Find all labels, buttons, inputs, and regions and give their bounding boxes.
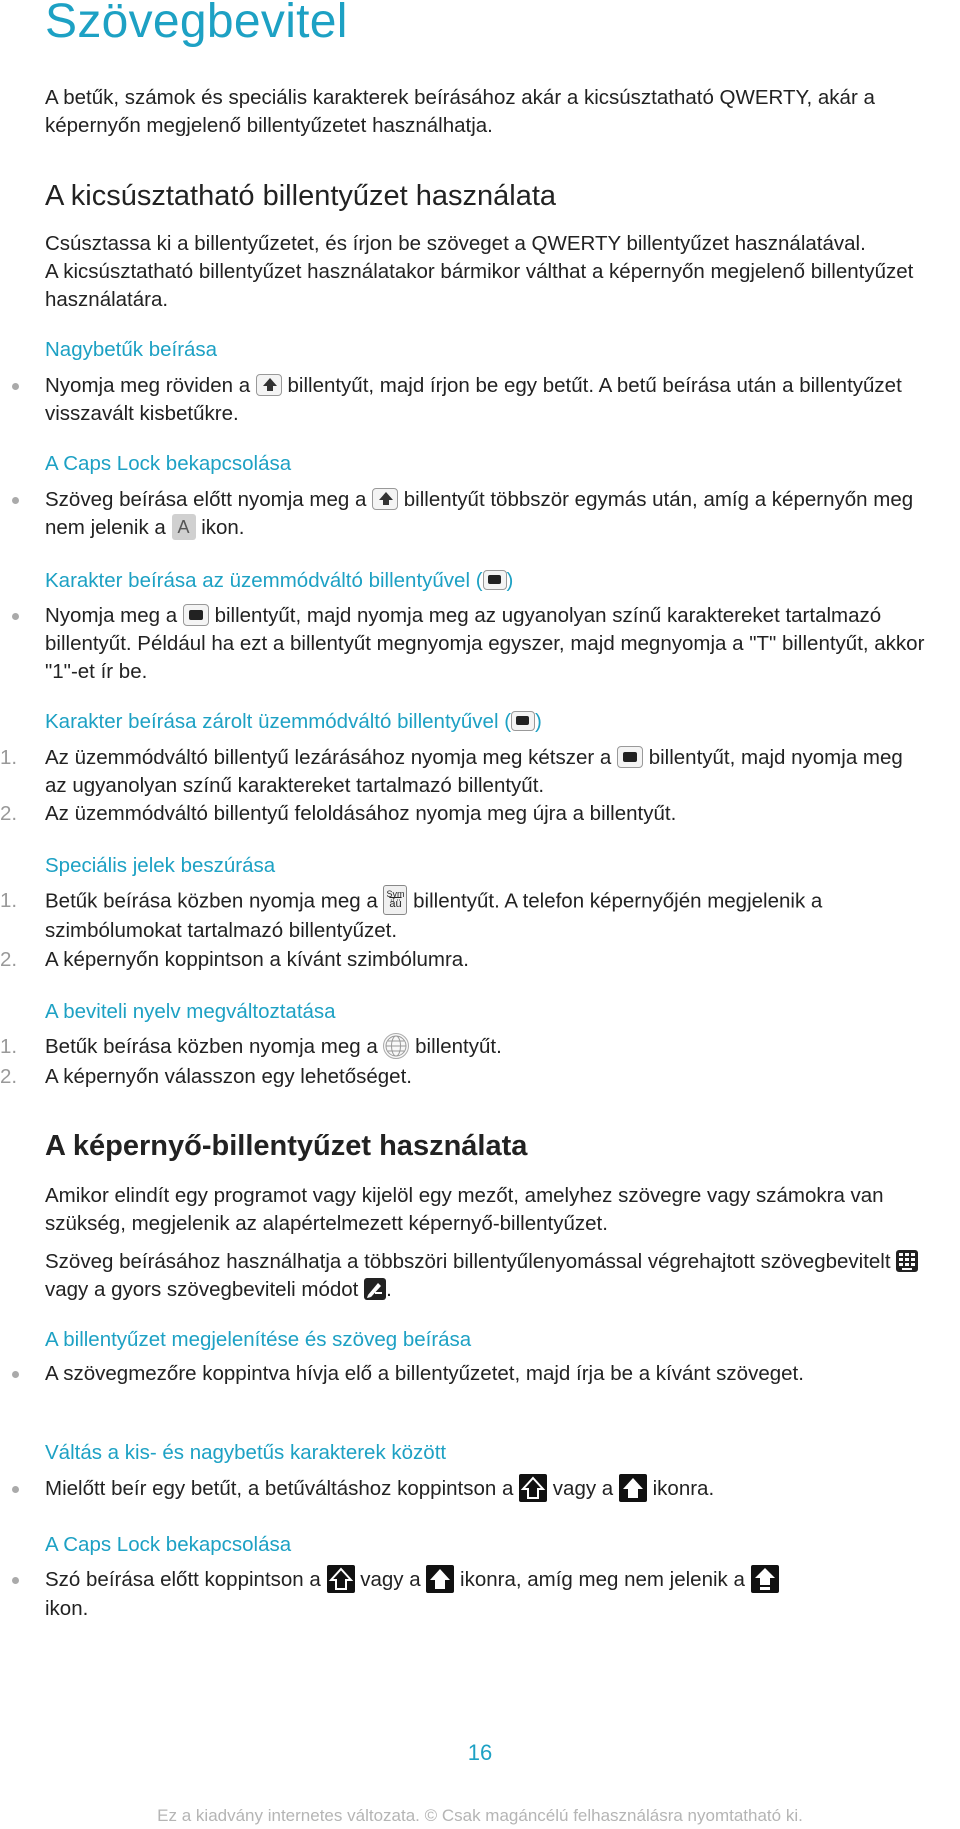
- section-heading-slide-keyboard: A kicsúsztatható billentyűzet használata: [45, 180, 557, 212]
- list-item-switch-case: Mielőtt beír egy betűt, a betűváltáshoz koppintson a vagy a ikonra.: [45, 1475, 925, 1504]
- subheading-show-keyboard: A billentyűzet megjelenítése és szöveg beírása: [45, 1328, 472, 1351]
- bullet-icon: [12, 1486, 19, 1493]
- list-item-special-2: 2. A képernyőn koppintson a kívánt szimbólumra.: [0, 948, 469, 971]
- shift-key-icon: [372, 488, 398, 510]
- subheading-special-chars: Speciális jelek beszúrása: [45, 854, 276, 877]
- section1-line1: Csúsztassa ki a billentyűzetet, és írjon be szöveget a QWERTY billentyűzet használatával.: [45, 232, 866, 255]
- page-title: Szövegbevitel: [45, 0, 348, 48]
- list-item-capslock-2: Szó beírása előtt koppintson a vagy a ikonra, amíg meg nem jelenik a ikon.: [45, 1566, 925, 1623]
- mode-key-icon: [511, 711, 535, 731]
- list-item-language-1: 1. Betűk beírása közben nyomja meg a billentyűt.: [45, 1033, 925, 1061]
- list-item-show-keyboard: A szövegmezőre koppintva hívja elő a billentyűzetet, majd írja be a kívánt szöveget.: [45, 1360, 925, 1388]
- subheading-capslock-2: A Caps Lock bekapcsolása: [45, 1533, 292, 1556]
- bullet-icon: [12, 1371, 19, 1378]
- mode-key-icon: [617, 746, 643, 768]
- list-item-mode-key: Nyomja meg a billentyűt, majd nyomja meg az ugyanolyan színű karaktereket tartalmazó billentyűt. Például ha ezt a billentyűt megnyomja egyszer, majd megnyomja a "T" billentyűt, akkor "1"-et ír be.: [45, 602, 925, 686]
- caps-lock-icon: [751, 1565, 779, 1593]
- footer-note: Ez a kiadvány internetes változata. © Csak magáncélú felhasználásra nyomtatható ki.: [157, 1806, 803, 1825]
- shift-outline-icon: [327, 1565, 355, 1593]
- subheading-mode-key: Karakter beírása az üzemmódváltó billentyűvel ( ): [45, 569, 514, 592]
- shift-outline-icon: [519, 1474, 547, 1502]
- section1-paragraph: [45, 230, 945, 314]
- bullet-icon: [12, 497, 19, 504]
- shift-filled-icon: [426, 1565, 454, 1593]
- multitap-input-icon: [896, 1250, 918, 1272]
- intro-paragraph: A betűk, számok és speciális karakterek beírásához akár a kicsúsztatható QWERTY, akár a képernyőn megjelenő billentyűzetet használhatja.: [45, 86, 875, 137]
- bullet-icon: [12, 1577, 19, 1584]
- list-item-locked-2: 2. Az üzemmódváltó billentyű feloldásához nyomja meg újra a billentyűt.: [0, 802, 677, 825]
- shift-key-icon: [256, 374, 282, 396]
- subheading-capslock-1: A Caps Lock bekapcsolása: [45, 452, 292, 475]
- globe-icon: [383, 1033, 409, 1059]
- page-number: 16: [467, 1740, 493, 1765]
- subheading-locked-mode-key: Karakter beírása zárolt üzemmódváltó billentyűvel ( ): [45, 710, 542, 733]
- section-heading-onscreen-keyboard: A képernyő-billentyűzet használata: [45, 1130, 528, 1162]
- bullet-icon: [12, 383, 19, 390]
- mode-key-icon: [183, 604, 209, 626]
- section2-paragraph1: Amikor elindít egy programot vagy kijelöl egy mezőt, amelyhez szövegre vagy számokra van szükség, megjelenik az alapértelmezett képernyő-billentyűzet.: [45, 1184, 884, 1235]
- caps-lock-a-icon: A: [172, 514, 196, 540]
- section2-paragraph2: Szöveg beírásához használhatja a többszöri billentyűlenyomással végrehajtott szövegbevitelt vagy a gyors szövegbeviteli módot .: [45, 1248, 945, 1304]
- list-item-locked-1: 1. Az üzemmódváltó billentyű lezárásához nyomja meg kétszer a billentyűt, majd nyomja meg az ugyanolyan színű karaktereket tartalmazó billentyűt.: [0, 746, 903, 797]
- list-item-language-2: 2. A képernyőn válasszon egy lehetőséget.: [0, 1065, 412, 1088]
- section1-line2: A kicsúsztatható billentyűzet használatakor bármikor válthat a képernyőn megjelenő billentyűzet használatára.: [45, 260, 914, 311]
- mode-key-icon: [483, 570, 507, 590]
- list-item-special-1: 1. Betűk beírása közben nyomja meg a Sym $\overline{äü}$ billentyűt. A telefon képernyőjén megjelenik a szimbólumokat tartalmazó billentyűzet.: [45, 887, 925, 945]
- quick-text-input-icon: [364, 1278, 386, 1300]
- subheading-input-language: A beviteli nyelv megváltoztatása: [45, 1000, 336, 1023]
- list-item-capslock-1: Szöveg beírása előtt nyomja meg a billentyűt többször egymás után, amíg a képernyőn meg nem jelenik a A ikon.: [45, 486, 925, 542]
- shift-filled-icon: [619, 1474, 647, 1502]
- list-item-capitals: Nyomja meg röviden a billentyűt, majd írjon be egy betűt. A betű beírása után a billentyűzet visszavált kisbetűkre.: [45, 372, 925, 428]
- subheading-capitals: Nagybetűk beírása: [45, 338, 218, 361]
- symbol-key-icon: Sym $\overline{äü}$: [383, 885, 407, 915]
- bullet-icon: [12, 613, 19, 620]
- subheading-switch-case: Váltás a kis- és nagybetűs karakterek között: [45, 1441, 447, 1464]
